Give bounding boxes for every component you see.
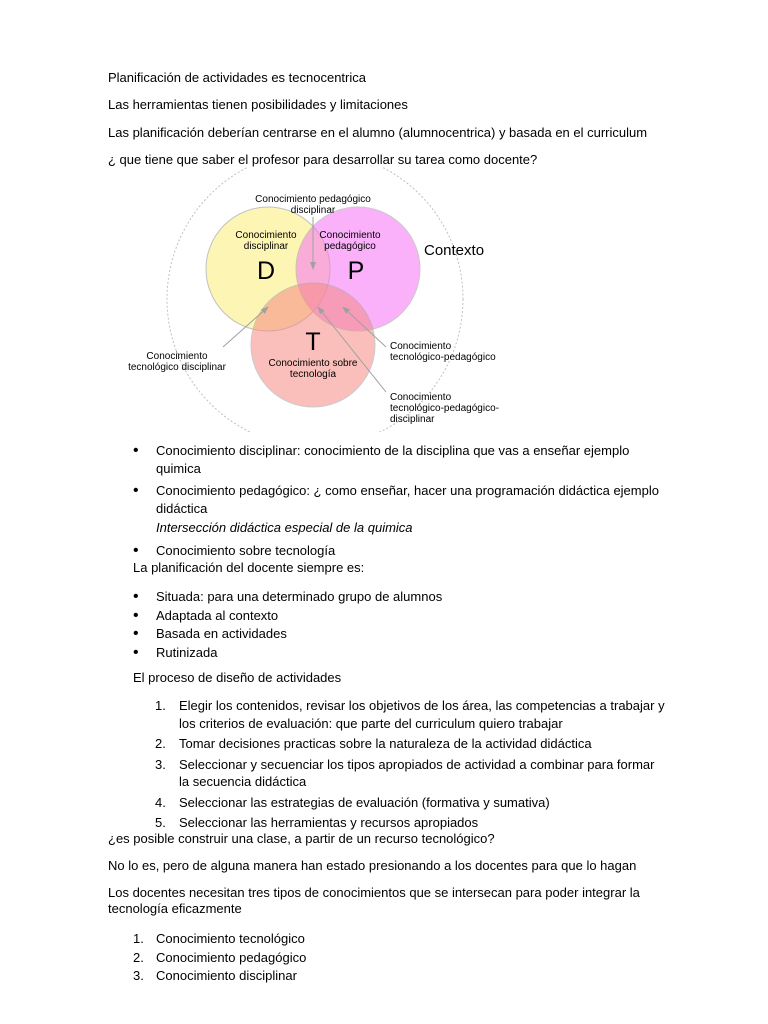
list-4-item-0-text: Conocimiento tecnológico [156,931,305,946]
p-letter: P [347,257,365,285]
d-title-1: Conocimiento [235,230,297,241]
list-4-item-1 [108,949,668,967]
t-letter: T [305,328,321,356]
tpack-diagram [108,167,520,432]
paragraph-1: Planificación de actividades es tecnocentrica [108,70,366,85]
footer-p-last: Los docentes necesitan tres tipos de conocimientos que se intersecan para poder integrar la tecnología eficazmente [108,885,640,916]
num-3: 3. [133,968,144,984]
list-3-item-1-text: Tomar decisiones practicas sobre la naturaleza de la actividad didáctica [179,736,592,752]
list-4-item-2-text: Conocimiento disciplinar [156,968,297,984]
d-title-2: disciplinar [243,241,289,252]
num-5: 5. [155,815,166,831]
paragraph-2: Las herramientas tienen posibilidades y limitaciones [108,97,408,112]
paragraph-3: Las planificación deberían centrarse en el alumno (alumnocentrica) y basada en el curriculum [108,125,648,140]
num-2: 2. [133,949,144,965]
num-3: 3. [155,756,166,772]
num-1: 1. [155,698,166,713]
text-proceso: El proceso de diseño de actividades [133,670,342,685]
label-td-2: tecnológico disciplinar [128,362,226,373]
d-letter: D [256,257,276,285]
list-4 [108,930,668,986]
list-3-item-4-text: Seleccionar las herramientas y recursos apropiados [179,815,479,831]
list-1-item-1-text: Conocimiento pedagógico: ¿ como enseñar, hacer una programación didáctica ejemplo didáctica [156,483,659,516]
list-2-item-0: • Situada: para una determinado grupo de alumnos [108,588,668,606]
list-4-item-0 [108,930,668,948]
label-tpd-2: tecnológico-pedagógico- [390,403,499,414]
list-3 [108,697,668,835]
t-title-2: tecnología [289,369,337,380]
t-title-1: Conocimiento sobre [268,358,358,369]
list-3-item-3-text: Seleccionar las estrategias de evaluación (formativa y sumativa) [179,794,550,810]
list-4-item-2 [108,967,668,985]
text-planificacion: La planificación del docente siempre es: [133,560,365,575]
footer-a1: No lo es, pero de alguna manera han estado presionando a los docentes para que lo hagan [108,858,637,873]
num-2: 2. [155,736,166,752]
list-2-item-3: • Rutinizada [108,644,668,662]
list-3-item-3 [108,794,668,812]
footer-q1: ¿es posible construir una clase, a partir de un recurso tecnológico? [108,831,495,846]
num-4: 4. [155,794,166,810]
label-tp-1: Conocimiento [390,341,452,352]
list-1-item-1 [108,482,668,537]
list-3-item-2 [108,756,668,791]
label-tpd-3: disciplinar [390,414,435,425]
list-3-item-4 [108,814,668,832]
list-1-item-0: • Conocimiento disciplinar: conocimiento de la disciplina que vas a enseñar ejemplo quimica [108,442,668,477]
paragraph-4: ¿ que tiene que saber el profesor para desarrollar su tarea como docente? [108,152,538,167]
label-tp-2: tecnológico-pedagógico [390,352,496,363]
list-1-italic-note: Intersección didáctica especial de la quimica [156,520,413,536]
p-title-2: pedagógico [324,241,376,252]
list-2-item-2: • Basada en actividades [108,625,668,643]
list-1 [108,442,668,564]
list-4-item-1-text: Conocimiento pedagógico [156,949,307,965]
list-2 [108,588,668,662]
label-tpd-1: Conocimiento [390,392,452,403]
list-3-item-0 [108,697,668,732]
list-3-item-0-text: Elegir los contenidos, revisar los objetivos de los área, las competencias a trabajar y los criterios de evaluación: que parte del curriculum quiero trabajar [179,698,665,731]
label-pd-1: Conocimiento pedagógico [255,194,371,205]
num-1: 1. [133,931,144,946]
list-3-item-1 [108,735,668,753]
p-title-1: Conocimiento [319,230,381,241]
label-td-1: Conocimiento [146,351,208,362]
list-2-item-1: • Adaptada al contexto [108,607,668,625]
context-label: Contexto [424,242,485,259]
label-pd-2: disciplinar [290,205,336,216]
list-3-item-2-text: Seleccionar y secuenciar los tipos apropiados de actividad a combinar para formar la secuencia didáctica [179,756,655,790]
list-1-item-2: • Conocimiento sobre tecnología [108,542,668,560]
